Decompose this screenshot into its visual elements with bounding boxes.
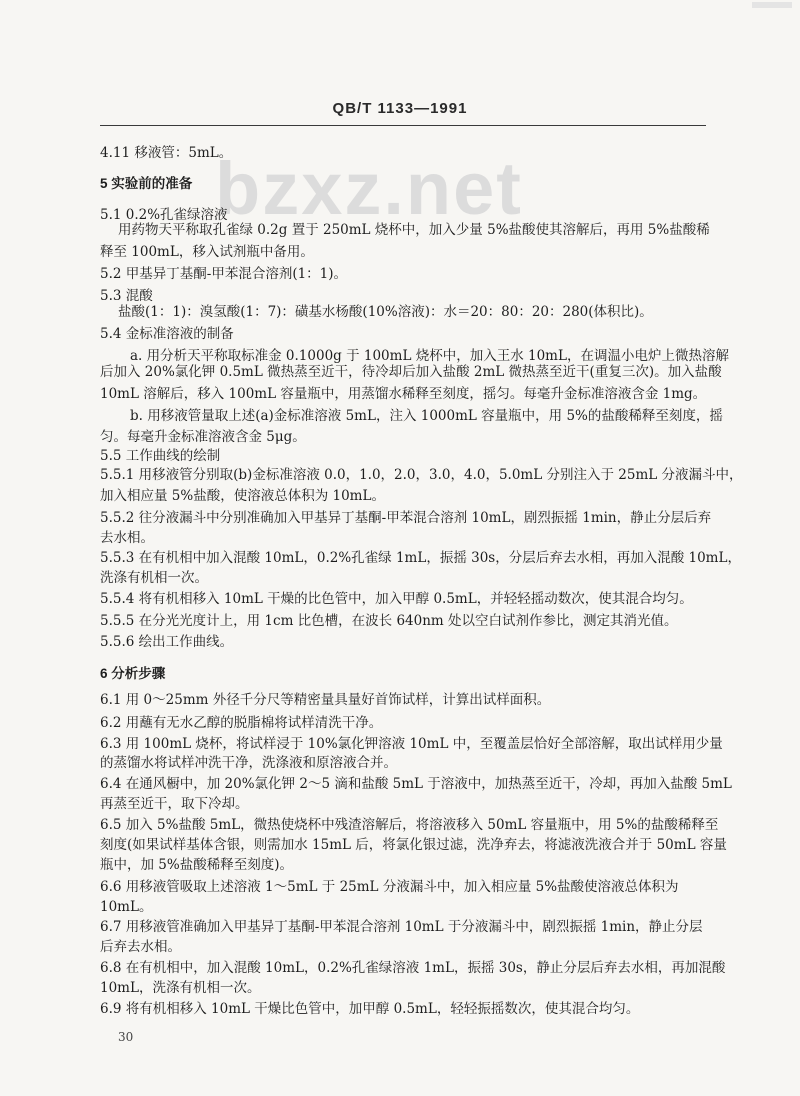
text-line: 6.7 用移液管准确加入甲基异丁基酮-甲苯混合溶剂 10mL 于分液漏斗中，剧烈振摇 1min，静止分层 xyxy=(100,919,703,935)
text-line: 5.2 甲基异丁基酮-甲苯混合溶剂(1：1)。 xyxy=(100,266,348,282)
text-line: 刻度(如果试样基体含银，则需加水 15mL 后，将氯化银过滤，洗净弃去，将滤液洗液合并于 50mL 容量 xyxy=(100,837,727,853)
text-line: b. 用移液管量取上述(a)金标准溶液 5mL，注入 1000mL 容量瓶中，用 5%的盐酸稀释至刻度，摇 xyxy=(130,408,723,424)
text-line: 洗涤有机相一次。 xyxy=(100,570,208,586)
text-line: 10mL 溶解后，移入 100mL 容量瓶中，用蒸馏水稀释至刻度，摇匀。每毫升金标准溶液含金 1mg。 xyxy=(100,386,707,402)
text-line: 10mL，洗涤有机相一次。 xyxy=(100,980,261,996)
text-line: 去水相。 xyxy=(100,530,154,546)
text-line: 5.5.3 在有机相中加入混酸 10mL，0.2%孔雀绿 1mL，振摇 30s，分层后弃去水相，再加入混酸 10mL， xyxy=(100,550,741,566)
text-line: 5.1 0.2%孔雀绿溶液 xyxy=(100,207,228,223)
page-header: QB/T 1133—1991 xyxy=(332,100,468,117)
scan-artifact xyxy=(752,2,792,8)
text-line: 5.5.6 绘出工作曲线。 xyxy=(100,634,234,650)
text-line: 5.5.2 往分液漏斗中分别准确加入甲基异丁基酮-甲苯混合溶剂 10mL，剧烈振摇 1min，静止分层后弃 xyxy=(100,510,712,526)
text-line: 后弃去水相。 xyxy=(100,939,181,955)
page-number: 30 xyxy=(118,1030,134,1044)
text-line: 6.1 用 0～25mm 外径千分尺等精密量具量好首饰试样，计算出试样面积。 xyxy=(100,692,551,708)
text-line: 再蒸至近干，取下冷却。 xyxy=(100,796,249,812)
text-line: 6.4 在通风橱中，加 20%氯化钾 2～5 滴和盐酸 5mL 于溶液中，加热蒸至近干，冷却，再加入盐酸 5mL xyxy=(100,776,732,792)
text-line: 6.2 用蘸有无水乙醇的脱脂棉将试样清洗干净。 xyxy=(100,715,383,731)
text-line: 6.3 用 100mL 烧杯，将试样浸于 10%氯化钾溶液 10mL 中，至覆盖层恰好全部溶解，取出试样用少量 xyxy=(100,736,723,752)
text-line: 6.8 在有机相中，加入混酸 10mL，0.2%孔雀绿溶液 1mL，振摇 30s，静止分层后弃去水相，再加混酸 xyxy=(100,960,726,976)
text-line: 盐酸(1：1)：溴氢酸(1：7)：磺基水杨酸(10%溶液)：水＝20：80：20：280(体积比)。 xyxy=(118,304,653,320)
text-line: 释至 100mL，移入试剂瓶中备用。 xyxy=(100,244,314,260)
text-line: 加入相应量 5%盐酸，使溶液总体积为 10mL。 xyxy=(100,488,385,504)
text-line: 6.9 将有机相移入 10mL 干燥比色管中，加甲醇 0.5mL，轻轻振摇数次，使其混合均匀。 xyxy=(100,1001,640,1017)
text-line: 5.5 工作曲线的绘制 xyxy=(100,448,221,464)
text-line: 5.4 金标准溶液的制备 xyxy=(100,326,234,342)
text-line: 瓶中，加 5%盐酸稀释至刻度)。 xyxy=(100,857,293,873)
text-line: 的蒸馏水将试样冲洗干净，洗涤液和原溶液合并。 xyxy=(100,755,397,771)
header-rule xyxy=(100,125,706,126)
text-line: 6.5 加入 5%盐酸 5mL，微热使烧杯中残渣溶解后，将溶液移入 50mL 容量瓶中，用 5%的盐酸稀释至 xyxy=(100,817,719,833)
text-line: 5.5.5 在分光光度计上，用 1cm 比色槽，在波长 640nm 处以空白试剂作参比，测定其消光值。 xyxy=(100,613,678,629)
text-line: 10mL。 xyxy=(100,899,153,915)
text-line: 5.5.4 将有机相移入 10mL 干燥的比色管中，加入甲醇 0.5mL，并轻轻摇动数次，使其混合均匀。 xyxy=(100,591,693,607)
text-line: a. 用分析天平称取标准金 0.1000g 于 100mL 烧杯中，加入王水 10mL，在调温小电炉上微热溶解 xyxy=(130,348,729,364)
text-line: 4.11 移液管：5mL。 xyxy=(100,145,233,161)
text-line: 6.6 用移液管吸取上述溶液 1～5mL 于 25mL 分液漏斗中，加入相应量 5%盐酸使溶液总体积为 xyxy=(100,879,679,895)
section-heading: 6 分析步骤 xyxy=(100,666,166,681)
text-line: 后加入 20%氯化钾 0.5mL 微热蒸至近干，待冷却后加入盐酸 2mL 微热蒸至近干(重复三次)。加入盐酸 xyxy=(100,364,722,380)
watermark: bzxz.net xyxy=(215,147,523,230)
text-line: 5.3 混酸 xyxy=(100,288,153,304)
text-line: 用药物天平称取孔雀绿 0.2g 置于 250mL 烧杯中，加入少量 5%盐酸使其溶解后，再用 5%盐酸稀 xyxy=(118,222,710,238)
text-line: 匀。每毫升金标准溶液含金 5μg。 xyxy=(100,429,306,445)
text-line: 5.5.1 用移液管分别取(b)金标准溶液 0.0，1.0，2.0，3.0，4.0，5.0mL 分别注入于 25mL 分液漏斗中， xyxy=(100,467,743,483)
section-heading: 5 实验前的准备 xyxy=(100,176,193,191)
